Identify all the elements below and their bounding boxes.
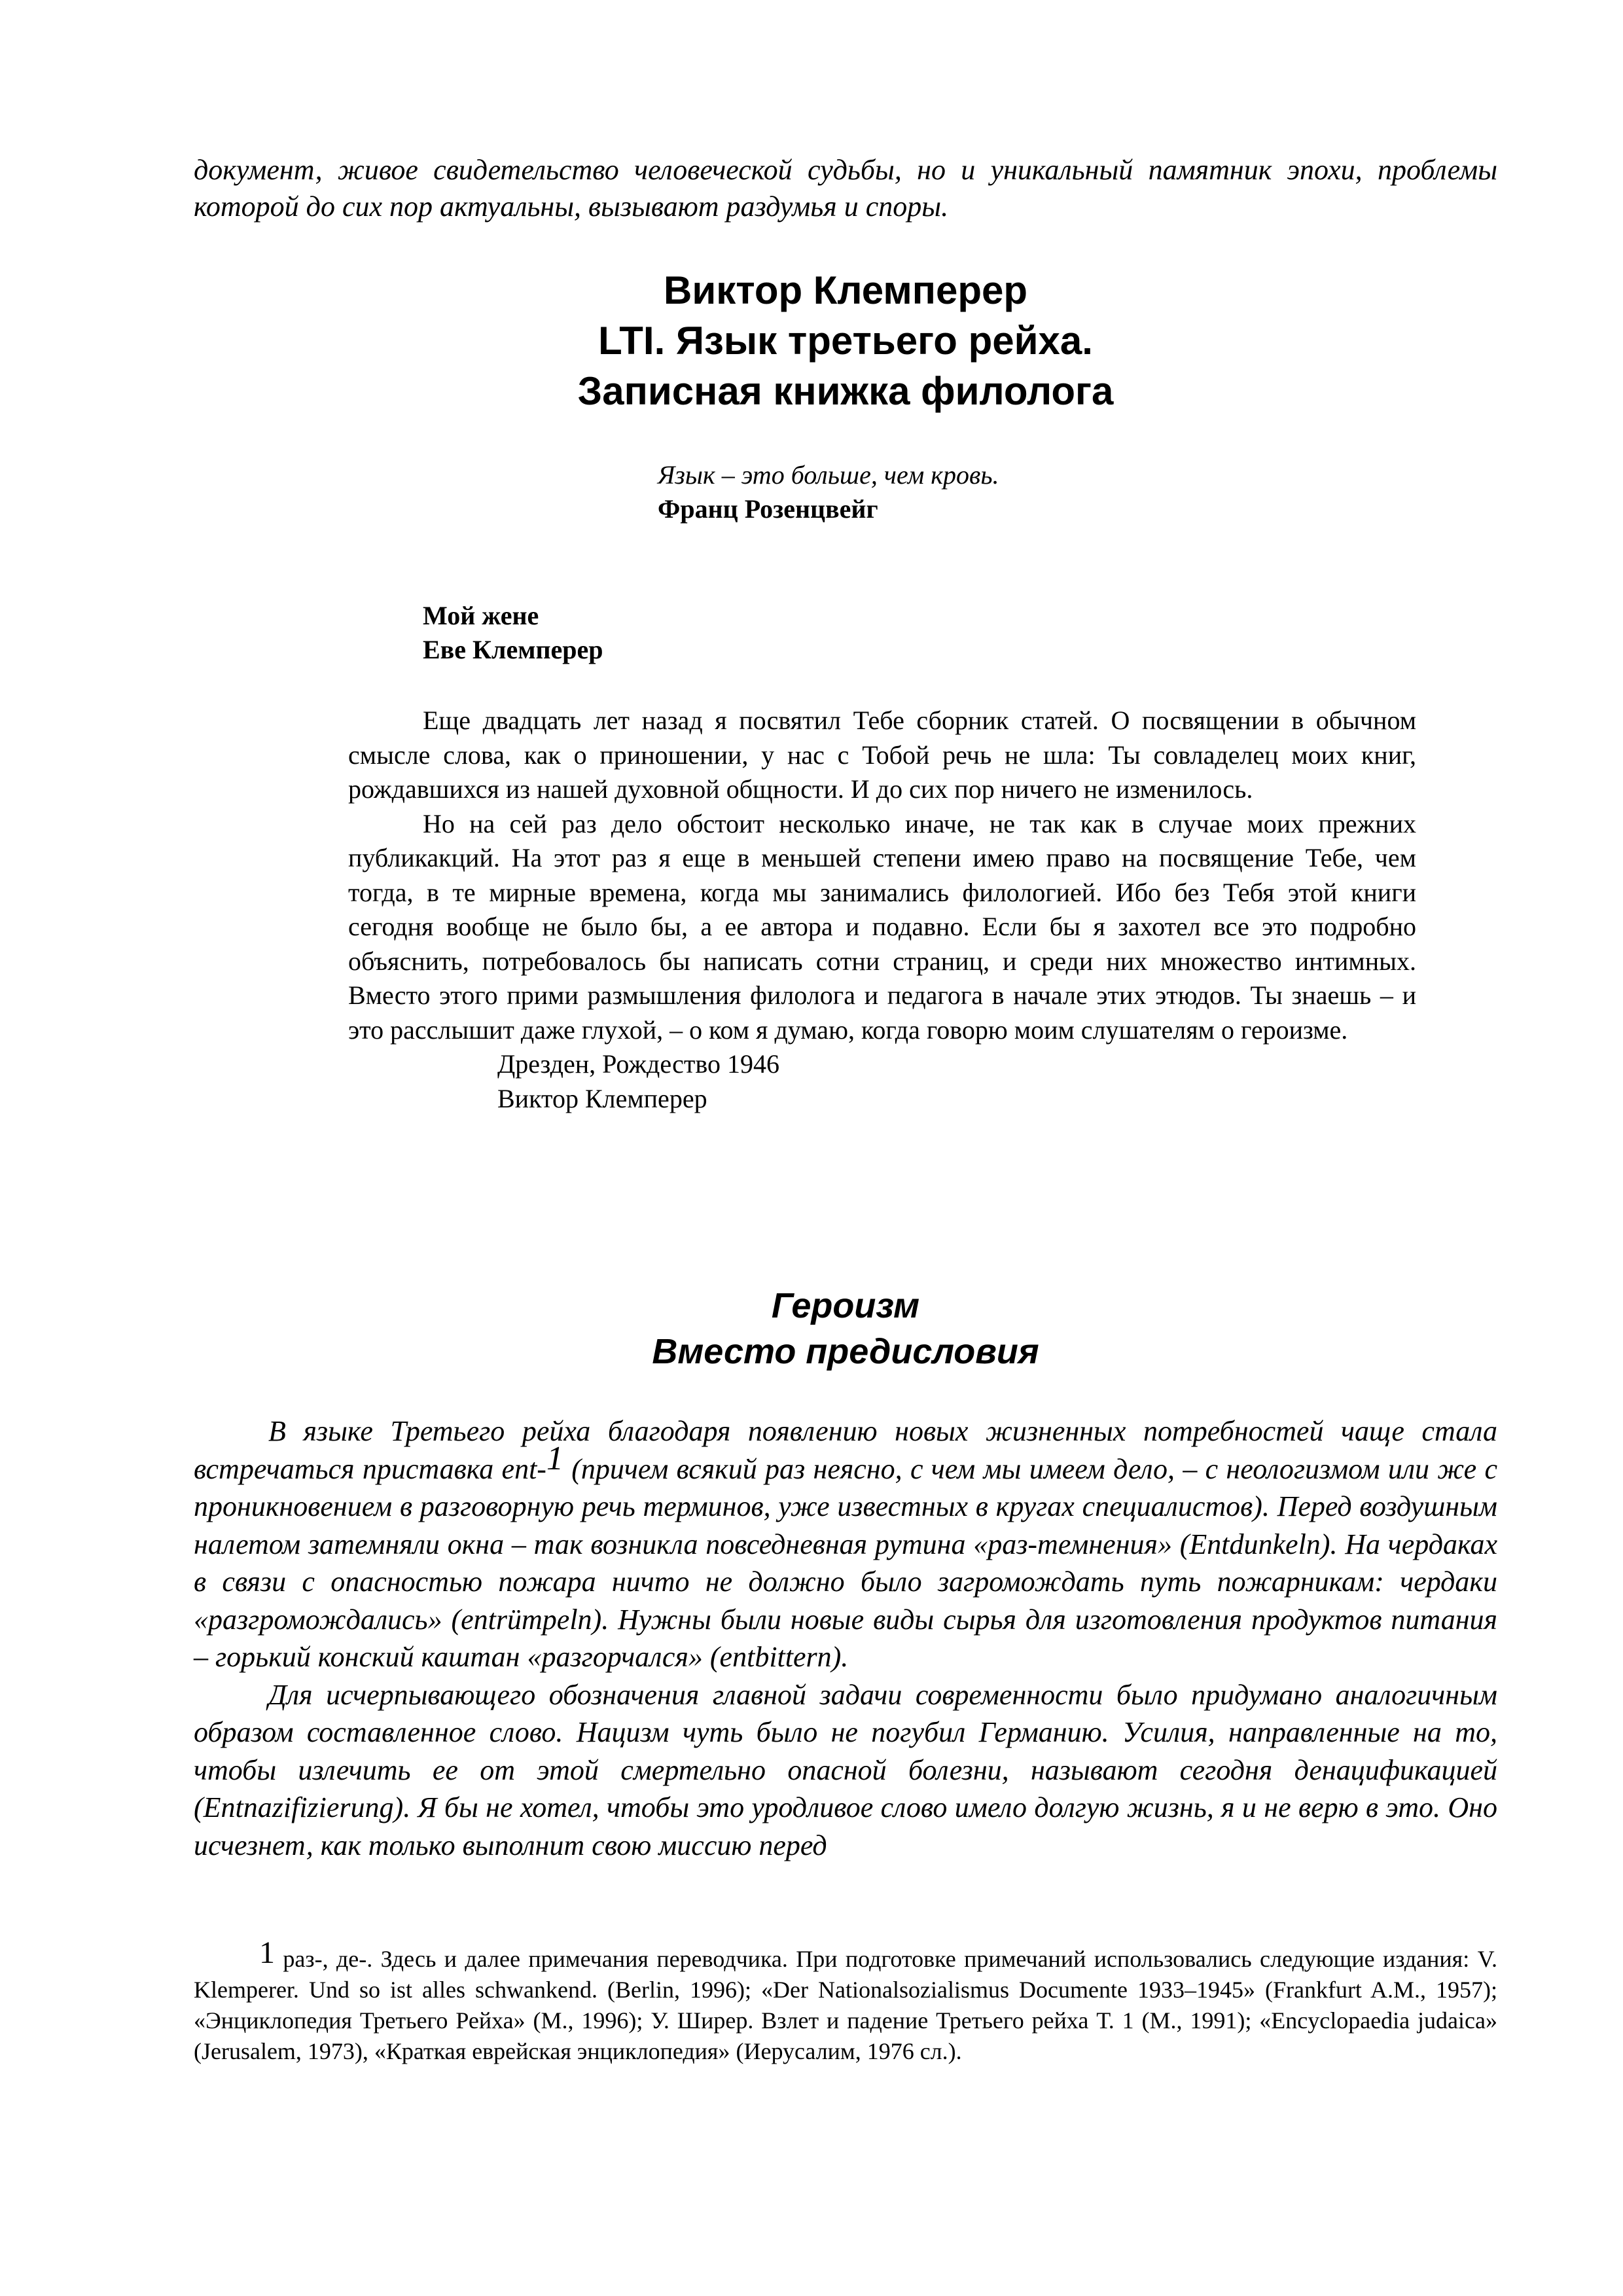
body-text — [194, 1412, 1497, 1864]
footnote — [194, 1935, 1497, 2067]
section-heading — [194, 1283, 1497, 1374]
footnote-text: раз-, де-. Здесь и далее примечания переводчика. При подготовке примечаний использовались следующие издания: V. Klemperer. Und so ist alles schwankend. (Berlin, 1996); «Der Nationalsozialismus Documente 1933–1945» (Frankfurt A.M., 1957); «Энциклопедия Третьего Рейха» (М., 1996); У. Ширер. Взлет и падение Третьего рейха Т. 1 (М., 1991); «Encyclopaedia judaica» (Jerusalem, 1973), «Краткая еврейская энциклопедия» (Иерусалим, 1976 сл.). — [194, 1946, 1497, 2064]
footnote-number: 1 — [259, 1935, 275, 1970]
dedication-line-2: Еве Клемперер — [423, 635, 603, 664]
section-subtitle: Вместо предисловия — [652, 1332, 1039, 1371]
book-subtitle: Записная книжка филолога — [577, 369, 1114, 413]
footnote-paragraph — [194, 1935, 1497, 2067]
body-paragraph-2: Для исчерпывающего обозначения главной задачи современности было придумано аналогичным образом составленное слово. Нацизм чуть было не погубил Германию. Усилия, направленные на то, чтобы излечить ее от этой смертельно опасной болезни, называют сегодня денацификацией (Entnazifizierung). Я бы не хотел, чтобы это уродливое слово имело долгую жизнь, я и не верю в это. Оно исчезнет, как только выполнит свою миссию перед — [194, 1678, 1497, 1861]
book-title-line: LTI. Язык третьего рейха. — [598, 319, 1093, 363]
book-title — [194, 265, 1497, 416]
dedication-letter — [348, 704, 1416, 1116]
footnote-reference[interactable]: 1 — [546, 1439, 563, 1477]
epigraph-author: Франц Розенцвейг — [658, 494, 878, 524]
letter-paragraph-1: Еще двадцать лет назад я посвятил Тебе сборник статей. О посвящении в обычном смысле слова, как о приношении, у нас с Тобой речь не шла: Ты совладелец моих книг, рождавшихся из нашей духовной общности. И до сих пор ничего не изменилось. — [348, 706, 1416, 804]
dedication — [423, 599, 603, 667]
body-paragraph-1-start: В языке Третьего рейха благодаря появлению новых жизненных потребностей чаще стала встречаться приставка ent- — [194, 1415, 1497, 1485]
letter-paragraph-2: Но на сей раз дело обстоит несколько иначе, не так как в случае моих прежних публикакций. На этот раз я еще в меньшей степени имею право на посвящение Тебе, чем тогда, в те мирные времена, когда мы занимались филологией. Ибо без Тебя этой книги сегодня вообще не было бы, а ее автора и подавно. Если бы я захотел все это подробно объяснить, потребовалось бы написать сотни страниц, и среди них множество интимных. Вместо этого прими размышления филолога и педагога в начале этих этюдов. Ты знаешь – и это расслышит даже глухой, – о ком я думаю, когда говорю моим слушателям о героизме. — [348, 808, 1416, 1045]
section-title: Героизм — [771, 1286, 920, 1325]
epigraph-quote: Язык – это больше, чем кровь. — [658, 460, 999, 490]
intro-text: документ, живое свидетельство человеческой судьбы, но и уникальный памятник эпохи, проблемы которой до сих пор актуальны, вызывают раздумья и споры. — [194, 154, 1497, 223]
epigraph — [658, 458, 999, 526]
body-paragraph-1 — [194, 1412, 1497, 1676]
intro-paragraph — [194, 152, 1497, 225]
letter-place-date: Дрезден, Рождество 1946 — [497, 1049, 779, 1079]
dedication-line-1: Мой жене — [423, 601, 539, 630]
body-paragraph-1-end: (причем всякий раз неясно, с чем мы имеем дело, – с неологизмом или же с проникновением в разговорную речь терминов, уже известных в кругах специалистов). Перед воздушным налетом затемняли окна – так возникла повседневная рутина «раз-темнения» (Entdunkeln). На чердаках в связи с опасностью пожара ничто не должно было загромождать путь пожарникам: чердаки «разгромождались» (entrümpeln). Нужны были новые виды сырья для изготовления продуктов питания – горький конский каштан «разгорчался» (entbittern). — [194, 1452, 1497, 1673]
letter-signature: Виктор Клемперер — [497, 1083, 707, 1113]
book-author: Виктор Клемперер — [664, 268, 1027, 312]
